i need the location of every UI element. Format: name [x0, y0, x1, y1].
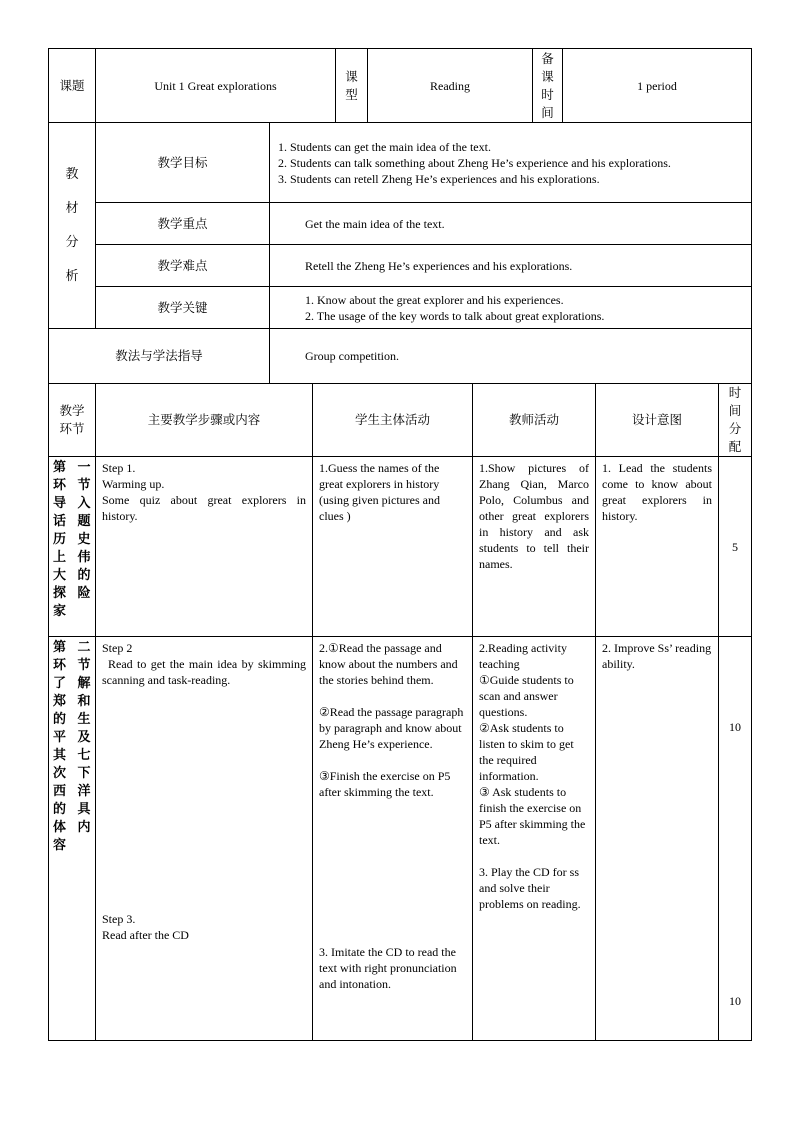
stage2-name: 第二环节了解郑和的生平及其七次下西洋的具体内容: [49, 637, 96, 1041]
lesson-info-table: [48, 48, 752, 384]
goal-item: 3. Students can retell Zheng He’s experiences and his explorations.: [278, 171, 600, 186]
teacher-activity-2: ①Guide students to scan and answer questions.: [479, 673, 574, 719]
col-design: 设计意图: [596, 384, 719, 457]
teacher-activity-4: ③ Ask students to finish the exercise on P5 after skimming the text.: [479, 785, 586, 847]
teacher-activity-1: 2.Reading activity teaching: [479, 641, 567, 671]
stage1-teacher: 1.Show pictures of Zhang Qian, Marco Polo, Columbus and other great explorers in history and ask students to tell their names.: [473, 457, 596, 637]
col-steps: 主要教学步骤或内容: [96, 384, 313, 457]
material-analysis-text: 教材分析: [65, 166, 79, 284]
stage2-time-2: 10: [729, 994, 741, 1008]
crux-item: 1. Know about the great explorer and his experiences.: [305, 292, 564, 307]
step1-line1: Warming up.: [102, 477, 165, 491]
step2-text: Read to get the main idea by skimming scanning and task-reading.: [102, 657, 306, 687]
col-time-text: 时间分配: [728, 385, 742, 454]
step3-text: Read after the CD: [102, 928, 189, 942]
difficulty-label: 教学难点: [96, 245, 270, 287]
key-point-label: 教学重点: [96, 203, 270, 245]
step1-title: Step 1.: [102, 461, 136, 475]
stage1-time: 5: [719, 457, 752, 637]
difficulty-value: Retell the Zheng He’s experiences and his explorations.: [270, 245, 752, 287]
goals-label: 教学目标: [96, 123, 270, 203]
step3-block: [102, 911, 189, 943]
col-teacher: 教师活动: [473, 384, 596, 457]
topic-value: Unit 1 Great explorations: [96, 49, 336, 123]
stage2-time-1: 10: [729, 720, 741, 734]
stage2-steps: [96, 637, 313, 1041]
stage1-name: 第一环节导入话题历史上伟大的探险家: [49, 457, 96, 637]
goals-cell: [270, 123, 752, 203]
type-label: [336, 49, 368, 123]
method-label: 教法与学法指导: [49, 329, 270, 384]
step2-title: Step 2: [102, 641, 133, 655]
time-label-text: 备课时间: [541, 50, 554, 120]
student-activity-1: 2.①Read the passage and know about the numbers and the stories behind them.: [319, 641, 458, 687]
type-value: Reading: [368, 49, 533, 123]
stage2-time: [719, 637, 752, 1041]
crux-label: 教学关键: [96, 287, 270, 329]
goal-item: 2. Students can talk something about Zheng He’s experience and his explorations.: [278, 155, 671, 170]
teaching-process-table: [48, 383, 752, 1041]
key-point-value: Get the main idea of the text.: [270, 203, 752, 245]
method-value: Group competition.: [270, 329, 752, 384]
time-value: 1 period: [563, 49, 752, 123]
stage2-teacher: [473, 637, 596, 1041]
student-activity-2: ②Read the passage paragraph by paragraph and know about Zheng He’s experience.: [319, 705, 464, 751]
step1-line2: Some quiz about great explorers in history.: [102, 493, 306, 523]
col-time: [719, 384, 752, 457]
student-activity-3: ③Finish the exercise on P5 after skimming the text.: [319, 769, 451, 799]
material-analysis-label: [49, 123, 96, 329]
topic-label: 课题: [49, 49, 96, 123]
time-label: [533, 49, 563, 123]
stage2-student: [313, 637, 473, 1041]
col-stage: [49, 384, 96, 457]
step3-title: Step 3.: [102, 912, 136, 926]
crux-cell: [270, 287, 752, 329]
teacher-activity-3: ②Ask students to listen to skim to get the required information.: [479, 721, 574, 783]
stage2-design: 2. Improve Ss’ reading ability.: [596, 637, 719, 1041]
col-student: 学生主体活动: [313, 384, 473, 457]
goal-item: 1. Students can get the main idea of the text.: [278, 139, 491, 154]
stage1-design: 1. Lead the students come to know about great explorers in history.: [596, 457, 719, 637]
stage1-student: 1.Guess the names of the great explorers in history (using given pictures and clues ): [313, 457, 473, 637]
teacher-activity-5: 3. Play the CD for ss and solve their problems on reading.: [479, 865, 581, 911]
stage1-steps: [96, 457, 313, 637]
col-stage-text: 教学环节: [59, 403, 85, 436]
crux-item: 2. The usage of the key words to talk about great explorations.: [305, 308, 605, 323]
student-activity-4: 3. Imitate the CD to read the text with right pronunciation and intonation.: [319, 945, 457, 991]
type-label-text: 课型: [345, 68, 358, 102]
